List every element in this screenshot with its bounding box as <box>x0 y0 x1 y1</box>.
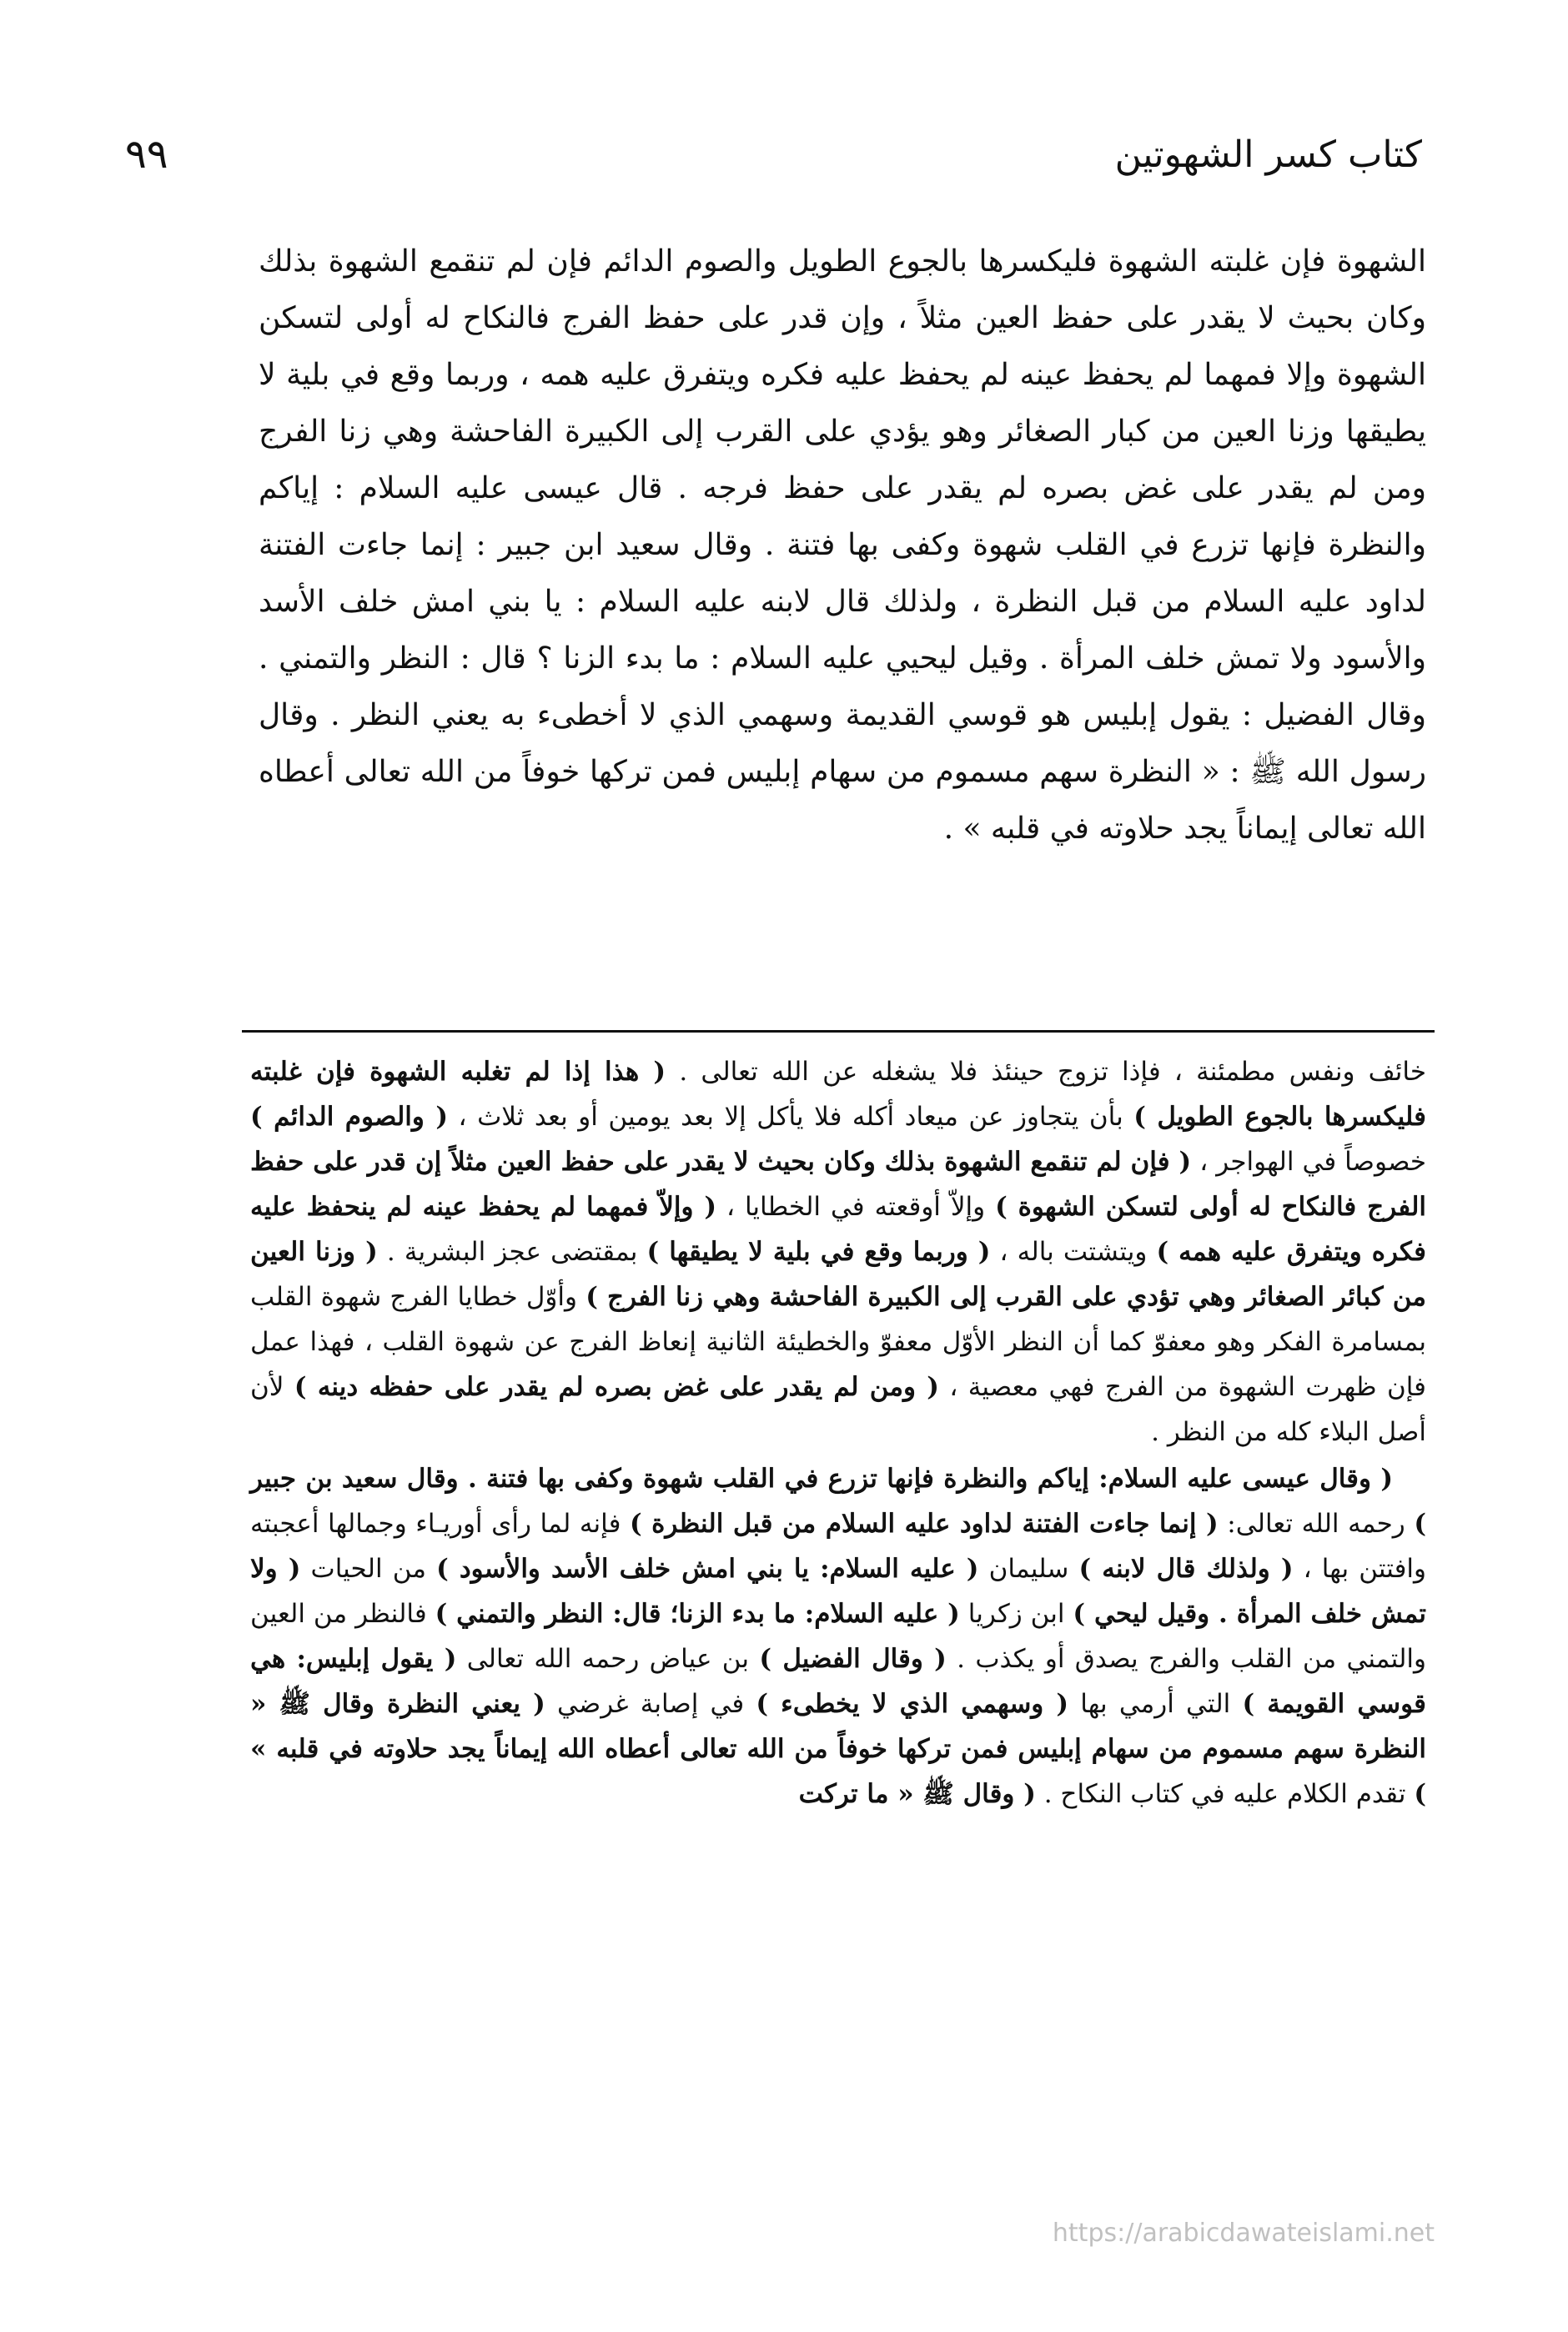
watermark-url: https://arabicdawateislami.net <box>1052 2219 1435 2248</box>
page-header <box>125 125 1422 183</box>
commentary-paragraph-1 <box>250 1049 1426 1455</box>
quoted-matn: ( هذا إذا لم تغلبه الشهوة فإن غلبته فليكسرها بالجوع الطويل ) <box>250 1057 1427 1132</box>
quoted-matn: ( وربما وقع في بلية لا يطيقها ) <box>646 1237 991 1267</box>
quoted-matn: ( عليه السلام: ما بدء الزنا؛ قال: النظر والتمني ) <box>435 1599 960 1629</box>
quoted-matn: ( يعني النظرة وقال ﷺ « النظرة سهم مسموم من سهام إبليس فمن تركها خوفاً من الله تعالى أعطاه الله إيماناً يجد حلاوته في قلبه » ) <box>250 1689 1426 1809</box>
main-text <box>259 234 1426 857</box>
commentary-segment: سليمان <box>978 1554 1079 1584</box>
commentary-segment: تقدم الكلام عليه في كتاب النكاح . <box>1035 1779 1415 1809</box>
quoted-matn: ( وزنا العين من كبائر الصغائر وهي تؤدي على القرب إلى الكبيرة الفاحشة وهي زنا الفرج ) <box>250 1237 1426 1312</box>
quoted-matn: ( وقال عيسى عليه السلام: إياكم والنظرة فإنها تزرع في القلب شهوة وكفى بها فتنة . وقال سعيد بن جبير ) <box>250 1464 1426 1539</box>
quoted-matn: ( وقال ﷺ « ما تركت <box>798 1779 1036 1809</box>
page-number: ٩٩ <box>125 131 168 178</box>
quoted-matn: ( وقال الفضيل ) <box>759 1644 947 1674</box>
commentary-segment: خصوصاً في الهواجر ، <box>1191 1147 1427 1177</box>
commentary-segment: خائف ونفس مطمئنة ، فإذا تزوج حينئذ فلا يشغله عن الله تعالى . <box>666 1057 1427 1087</box>
quoted-matn: ( عليه السلام: يا بني امش خلف الأسد والأسود ) <box>436 1554 979 1584</box>
commentary-paragraph-2 <box>250 1456 1426 1817</box>
commentary-segment: بن عياض رحمه الله تعالى <box>456 1644 760 1674</box>
quoted-matn: ( وسهمي الذي لا يخطىء ) <box>756 1689 1069 1719</box>
quoted-matn: ( ولذلك قال لابنه ) <box>1078 1554 1294 1584</box>
running-title: كتاب كسر الشهوتين <box>1114 133 1422 176</box>
commentary-segment: فإنه لما رأى أوريـاء وجمالها أعجبته وافتتن بها ، <box>250 1509 1426 1584</box>
commentary-segment: في إصابة غرضي <box>545 1689 756 1719</box>
quoted-matn: ( ومن لم يقدر على غض بصره لم يقدر على حفظه دينه ) <box>294 1372 939 1402</box>
footnote-divider <box>242 1030 1435 1033</box>
quoted-matn: ( ولا تمش خلف المرأة . وقيل ليحي ) <box>250 1554 1426 1629</box>
quoted-matn: ( والصوم الدائم ) <box>250 1102 449 1132</box>
quoted-matn: ( فإن لم تنقمع الشهوة بذلك وكان بحيث لا يقدر على حفظ العين مثلاً إن قدر على حفظ الفرج فالنكاح له أولى لتسكن الشهوة ) <box>250 1147 1426 1222</box>
commentary-segment: من الحيات <box>300 1554 437 1584</box>
commentary-segment: ابن زكريا <box>959 1599 1073 1629</box>
commentary-segment: رحمه الله تعالى: <box>1218 1509 1415 1539</box>
commentary <box>250 1049 1426 1818</box>
commentary-segment: فالنظر من العين والتمني من القلب والفرج يصدق أو يكذب . <box>250 1599 1426 1674</box>
quoted-matn: ( وإلاّ فمهما لم يحفظ عينه لم ينحفظ عليه فكره ويتفرق عليه همه ) <box>250 1192 1427 1267</box>
commentary-segment: بأن يتجاوز عن ميعاد أكله فلا يأكل إلا بعد يومين أو بعد ثلاث ، <box>448 1102 1134 1132</box>
commentary-segment: بمقتضى عجز البشرية . <box>377 1237 647 1267</box>
commentary-segment: التي أرمي بها <box>1068 1689 1243 1719</box>
commentary-segment: وأوّل خطايا الفرج شهوة القلب بمسامرة الفكر وهو معفوّ كما أن النظر الأوّل معفوّ والخطيئة الثانية إنعاظ الفرج عن شهوة القلب ، فهذا عمل فإن ظهرت الشهوة من الفرج فهي معصية ، <box>250 1282 1426 1402</box>
commentary-segment: وإلاّ أوقعته في الخطايا ، <box>716 1192 996 1222</box>
commentary-segment: ويتشتت باله ، <box>990 1237 1157 1267</box>
quoted-matn: ( إنما جاءت الفتنة لداود عليه السلام من قبل النظرة ) <box>629 1509 1219 1539</box>
main-paragraph: الشهوة فإن غلبته الشهوة فليكسرها بالجوع الطويل والصوم الدائم فإن لم تنقمع الشهوة بذلك وكان بحيث لا يقدر على حفظ العين مثلاً ، وإن قدر على حفظ الفرج فالنكاح له أولى لتسكن الشهوة وإلا فمهما لم يحفظ عينه لم يحفظ عليه فكره ويتفرق عليه همه ، وربما وقع في بلية لا يطيقها وزنا العين من كبار الصغائر وهو يؤدي على القرب إلى الكبيرة الفاحشة وهي زنا الفرج ومن لم يقدر على غض بصره لم يقدر على حفظ فرجه . قال عيسى عليه السلام : إياكم والنظرة فإنها تزرع في القلب شهوة وكفى بها فتنة . وقال سعيد ابن جبير : إنما جاءت الفتنة لداود عليه السلام من قبل النظرة ، ولذلك قال لابنه عليه السلام : يا بني امش خلف الأسد والأسود ولا تمش خلف المرأة . وقيل ليحيي عليه السلام : ما بدء الزنا ؟ قال : النظر والتمني . وقال الفضيل : يقول إبليس هو قوسي القديمة وسهمي الذي لا أخطىء به يعني النظر . وقال رسول الله ﷺ : « النظرة سهم مسموم من سهام إبليس فمن تركها خوفاً من الله تعالى أعطاه الله تعالى إيماناً يجد حلاوته في قلبه » . <box>259 244 1426 846</box>
quoted-matn: ( يقول إبليس: هي قوسي القويمة ) <box>250 1644 1426 1719</box>
commentary-segment: لأن أصل البلاء كله من النظر . <box>250 1372 1426 1447</box>
